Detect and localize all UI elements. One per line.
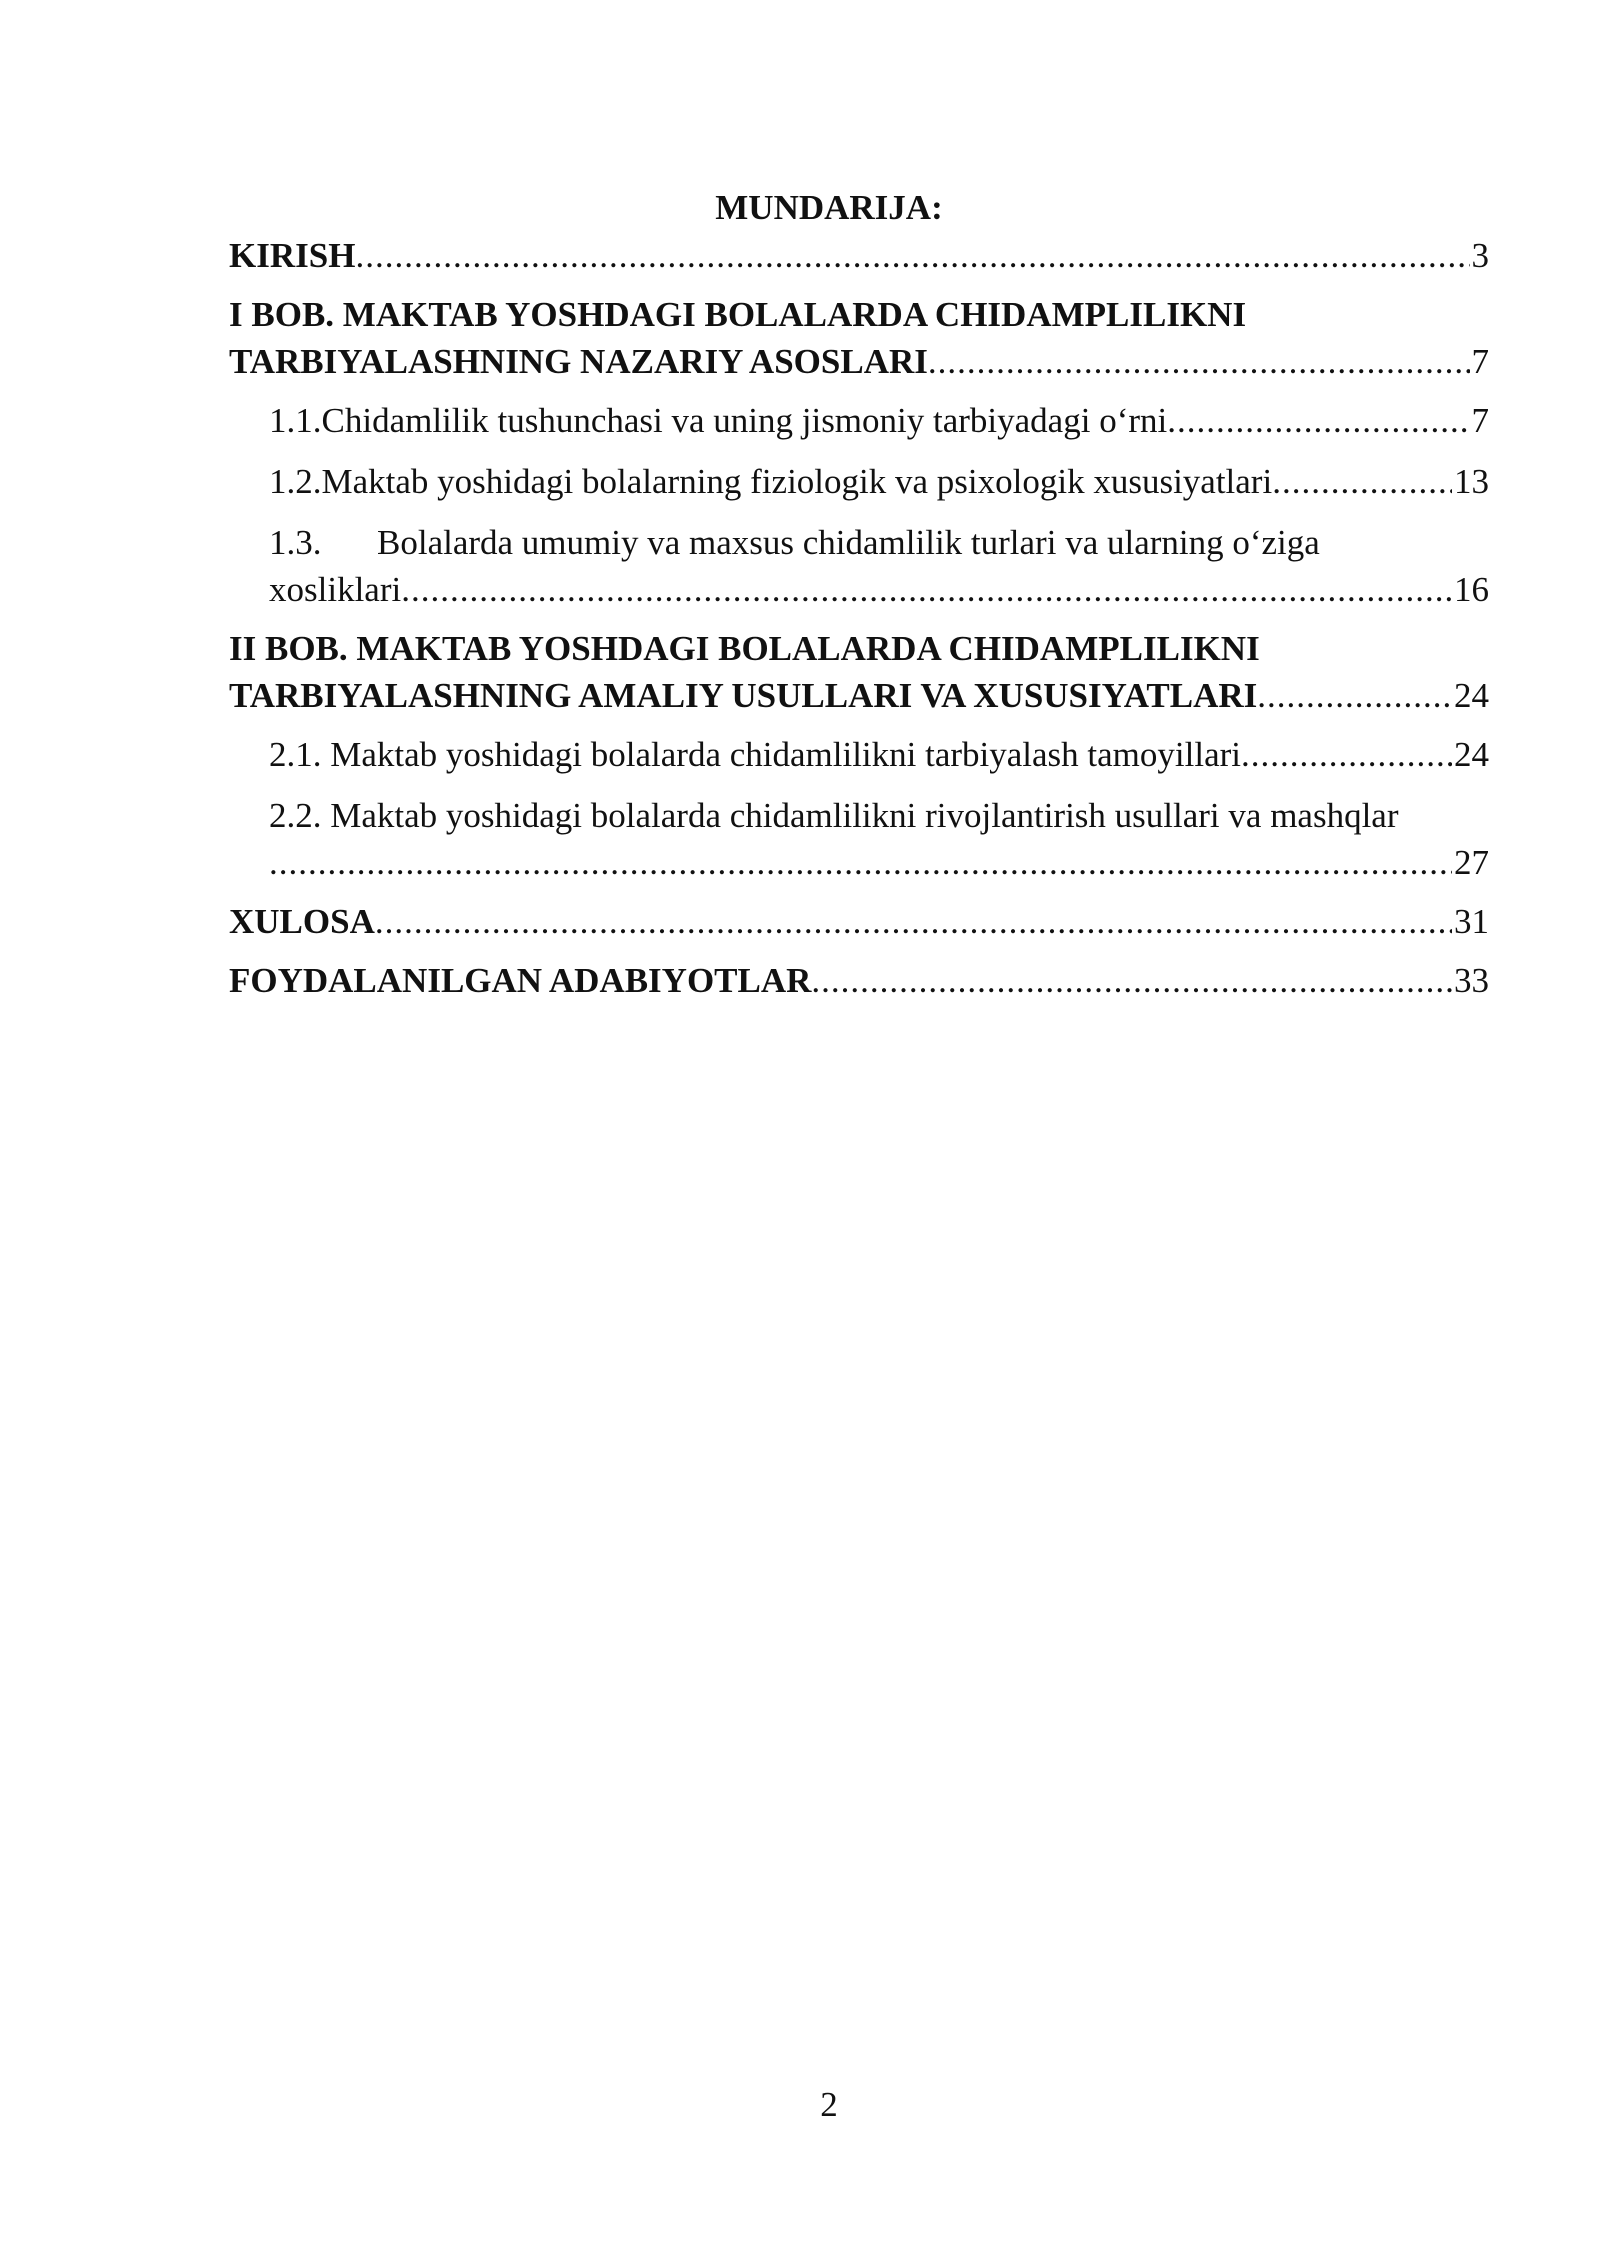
dot-leader bbox=[928, 338, 1470, 385]
dot-leader bbox=[375, 898, 1452, 945]
toc-entry-label: 2.2. Maktab yoshidagi bolalarda chidamlilikni rivojlantirish usullari va mashqlar bbox=[269, 796, 1399, 835]
toc-entry-label: II BOB. MAKTAB YOSHDAGI BOLALARDA CHIDAMPLILIKNI bbox=[229, 629, 1260, 668]
dot-leader bbox=[1241, 731, 1452, 778]
toc-entry-1-1[interactable] bbox=[229, 397, 1489, 444]
toc-entry-label-continued: TARBIYALASHNING NAZARIY ASOSLARI bbox=[229, 342, 928, 381]
toc-entry-kirish[interactable] bbox=[229, 232, 1489, 279]
toc-page-number: 33 bbox=[1454, 961, 1489, 1000]
toc-entry-chapter-2[interactable] bbox=[229, 625, 1489, 719]
dot-leader bbox=[269, 839, 1452, 886]
dot-leader bbox=[1257, 672, 1452, 719]
table-of-contents bbox=[229, 232, 1489, 1004]
toc-page-number: 7 bbox=[1471, 342, 1489, 381]
toc-page-number: 27 bbox=[1454, 843, 1489, 882]
toc-entry-chapter-1[interactable] bbox=[229, 291, 1489, 385]
dot-leader bbox=[1167, 397, 1469, 444]
toc-entry-label: Bolalarda umumiy va maxsus chidamlilik turlari va ularning o‘ziga bbox=[377, 523, 1320, 562]
toc-section-number: 1.1. bbox=[269, 401, 322, 440]
toc-entry-label: XULOSA bbox=[229, 902, 375, 941]
toc-entry-xulosa[interactable] bbox=[229, 898, 1489, 945]
toc-entry-2-1[interactable] bbox=[229, 731, 1489, 778]
toc-section-number: 1.3. bbox=[269, 523, 322, 562]
toc-page-number: 13 bbox=[1454, 462, 1489, 501]
toc-page-number: 16 bbox=[1454, 570, 1489, 609]
toc-entry-label-continued: xosliklari bbox=[269, 570, 402, 609]
toc-entry-label-continued: TARBIYALASHNING AMALIY USULLARI VA XUSUSIYATLARI bbox=[229, 676, 1258, 715]
toc-page-number: 3 bbox=[1471, 236, 1489, 275]
toc-page-number: 24 bbox=[1454, 676, 1489, 715]
dot-leader bbox=[1272, 458, 1452, 505]
toc-entry-1-3[interactable] bbox=[229, 519, 1489, 613]
dot-leader bbox=[355, 232, 1469, 279]
page-number: 2 bbox=[820, 2085, 838, 2124]
toc-entry-label: Maktab yoshidagi bolalarning fiziologik va psixologik xususiyatlari bbox=[321, 462, 1273, 501]
toc-page-number: 7 bbox=[1471, 401, 1489, 440]
toc-entry-references[interactable] bbox=[229, 957, 1489, 1004]
toc-title: MUNDARIJA: bbox=[715, 188, 943, 227]
toc-section-number: 1.2. bbox=[269, 462, 322, 501]
toc-entry-1-2[interactable] bbox=[229, 458, 1489, 505]
toc-entry-2-2[interactable] bbox=[229, 792, 1489, 886]
toc-entry-label: I BOB. MAKTAB YOSHDAGI BOLALARDA CHIDAMPLILIKNI bbox=[229, 295, 1247, 334]
toc-entry-label: KIRISH bbox=[229, 236, 356, 275]
toc-page-number: 31 bbox=[1454, 902, 1489, 941]
toc-entry-label: Chidamlilik tushunchasi va uning jismoniy tarbiyadagi o‘rni bbox=[321, 401, 1168, 440]
toc-page-number: 24 bbox=[1454, 735, 1489, 774]
toc-entry-label: FOYDALANILGAN ADABIYOTLAR bbox=[229, 961, 812, 1000]
dot-leader bbox=[401, 566, 1452, 613]
dot-leader bbox=[811, 957, 1452, 1004]
toc-entry-label: 2.1. Maktab yoshidagi bolalarda chidamlilikni tarbiyalash tamoyillari bbox=[269, 735, 1241, 774]
